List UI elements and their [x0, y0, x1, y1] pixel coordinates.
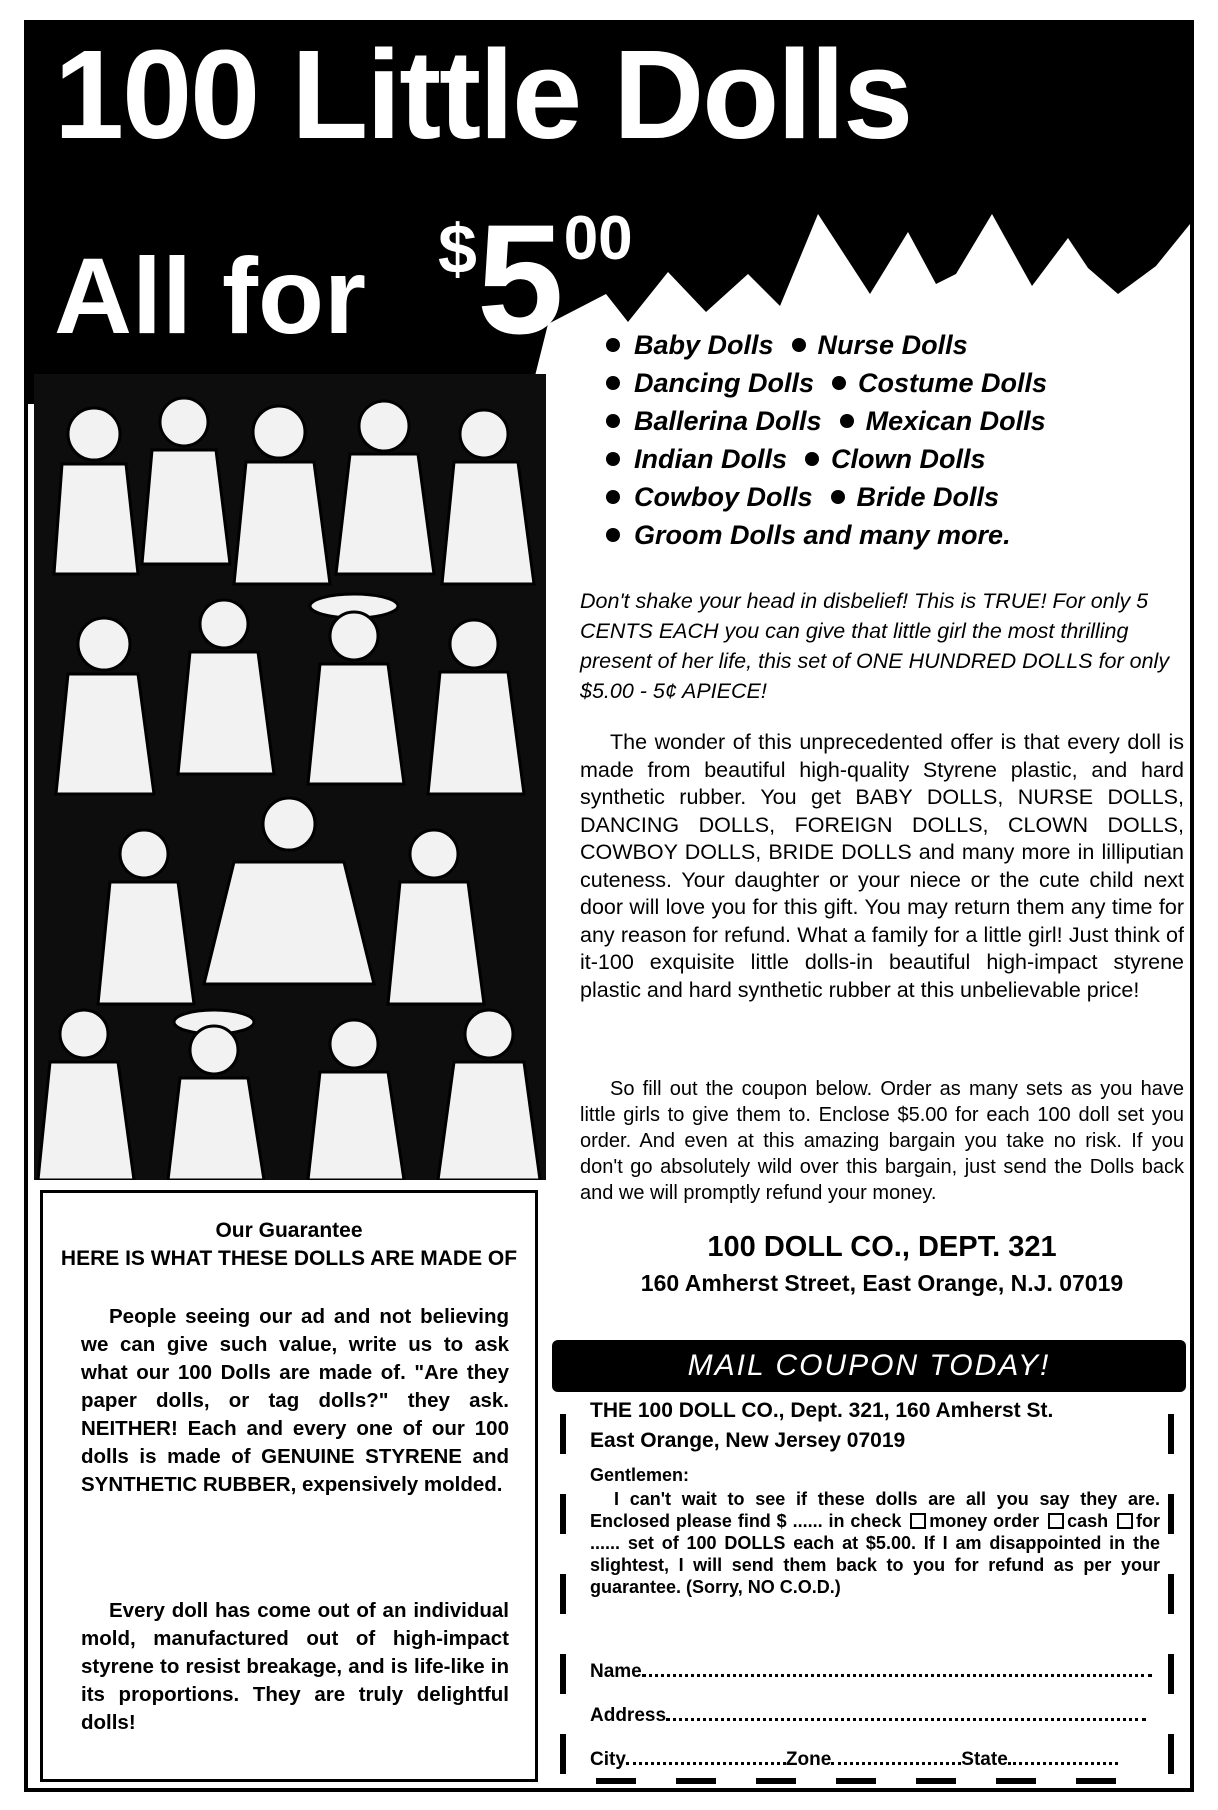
doll-type: Dancing Dolls	[634, 368, 815, 398]
doll-type: Cowboy Dolls	[634, 482, 813, 512]
dolls-illustration	[34, 374, 546, 1180]
money-order-label: money order	[929, 1511, 1040, 1531]
doll-type: Bride Dolls	[856, 482, 1000, 512]
guarantee-box	[40, 1190, 538, 1782]
coupon-border-dash	[916, 1778, 956, 1784]
doll-types-row	[606, 440, 1176, 478]
headline-all-for: All for	[54, 235, 366, 356]
bullet-icon	[831, 490, 845, 504]
zone-input-line[interactable]	[831, 1748, 961, 1765]
doll-type: Nurse Dolls	[817, 330, 968, 360]
coupon-greeting: Gentlemen:	[590, 1465, 690, 1485]
doll-types-row	[606, 364, 1176, 402]
coupon-header-line: East Orange, New Jersey 07019	[590, 1429, 906, 1452]
coupon-header	[590, 1396, 1160, 1456]
address-label: Address	[590, 1705, 667, 1726]
offer-paragraph: The wonder of this unprecedented offer is that every doll is made from beautiful high-quality Styrene plastic, and hard synthetic rubber. You get BABY DOLLS, NURSE DOLLS, DANCING DOLLS, FOREIGN DOLLS, CLOWN DOLLS, COWBOY DOLLS, BRIDE DOLLS and many more in lilliputian cuteness. Your daughter or your niece or the cute child next door will love you for this gift. You may return them any time for any reason for refund. What a family for a little girl! Just think of it-100 exquisite little dolls-in beautiful high-impact styrene plastic and hard synthetic rubber at this unbelievable price!	[580, 730, 1184, 1002]
coupon-border-dash	[560, 1414, 566, 1454]
doll-type: Ballerina Dolls	[634, 406, 822, 436]
coupon-border-dash	[1168, 1574, 1174, 1614]
order-coupon[interactable]	[556, 1394, 1182, 1786]
price-dollar-sign: $	[438, 210, 477, 288]
doll-type: Mexican Dolls	[865, 406, 1046, 436]
coupon-border-dash	[1168, 1494, 1174, 1534]
order-paragraph: So fill out the coupon below. Order as many sets as you have little girls to give them to. Enclose $5.00 for each 100 doll set you order. And even at this amazing bargain you take no risk. If you don't go absolutely wild over this bargain, just send the Dolls back and we will promptly refund your money.	[580, 1078, 1184, 1204]
city-input-line[interactable]	[626, 1748, 786, 1765]
state-input-line[interactable]	[1008, 1748, 1118, 1765]
doll-types-row	[606, 326, 1176, 364]
coupon-body	[590, 1488, 1160, 1598]
cash-checkbox[interactable]	[1048, 1513, 1064, 1529]
coupon-border-dash	[1168, 1734, 1174, 1774]
bullet-icon	[606, 528, 620, 542]
doll-type: Clown Dolls	[831, 444, 986, 474]
zone-label: Zone	[785, 1749, 832, 1770]
coupon-border-dash	[560, 1654, 566, 1694]
company-address: 160 Amherst Street, East Orange, N.J. 07019	[640, 1270, 1124, 1296]
guarantee-subtitle: HERE IS WHAT THESE DOLLS ARE MADE OF	[60, 1247, 518, 1270]
coupon-border-dash	[596, 1778, 636, 1784]
coupon-banner-text: MAIL COUPON TODAY!	[687, 1349, 1051, 1382]
city-label: City	[590, 1749, 626, 1770]
doll-type: Indian Dolls	[634, 444, 788, 474]
doll-type: Baby Dolls	[634, 330, 774, 360]
coupon-border-dash	[560, 1494, 566, 1534]
doll-types-row	[606, 402, 1176, 440]
coupon-banner	[552, 1340, 1186, 1392]
headline-title: 100 Little Dolls	[54, 24, 912, 165]
bullet-icon	[792, 338, 806, 352]
bullet-icon	[606, 490, 620, 504]
company-name: 100 DOLL CO., DEPT. 321	[707, 1231, 1057, 1263]
bullet-icon	[606, 414, 620, 428]
coupon-border-dash	[560, 1734, 566, 1774]
price-cents: 00	[563, 204, 633, 273]
doll-type: Costume Dolls	[858, 368, 1048, 398]
coupon-body-text: I can't wait to see if these dolls are all you say they are. Enclosed please find $ ...... in check	[590, 1489, 1160, 1531]
coupon-body-text: for ...... set of 100 DOLLS each at $5.00. If I am disappointed in the slightest, I will send them back to you for refund as per your guarantee. (Sorry, NO C.O.D.)	[590, 1511, 1160, 1597]
coupon-border-dash	[1076, 1778, 1116, 1784]
name-field[interactable]	[590, 1660, 1156, 1683]
advertisement	[24, 20, 1194, 1792]
bullet-icon	[832, 376, 846, 390]
city-zone-state-field[interactable]	[590, 1748, 1156, 1771]
coupon-border-dash	[676, 1778, 716, 1784]
coupon-border-dash	[560, 1574, 566, 1614]
coupon-header-line: THE 100 DOLL CO., Dept. 321, 160 Amherst St.	[590, 1399, 1054, 1422]
dolls-photo	[34, 374, 546, 1180]
name-label: Name	[590, 1661, 642, 1682]
doll-types-row	[606, 516, 1176, 554]
coupon-border-dash	[836, 1778, 876, 1784]
bullet-icon	[606, 452, 620, 466]
address-input-line[interactable]	[666, 1704, 1146, 1721]
coupon-border-dash	[1168, 1654, 1174, 1694]
cash-label: cash	[1067, 1511, 1109, 1531]
guarantee-paragraph: Every doll has come out of an individual mold, manufactured out of high-impact styrene to resist breakage, and is life-like in its proportions. They are truly delightful dolls!	[81, 1599, 509, 1734]
guarantee-paragraph: People seeing our ad and not believing we can give such value, write us to ask what our 100 Dolls are made of. "Are they paper dolls, or tag dolls?" they ask. NEITHER! Each and every one of our 100 dolls is made of GENUINE STYRENE and SYNTHETIC RUBBER, expensively molded.	[81, 1305, 509, 1496]
money-order-checkbox[interactable]	[910, 1513, 926, 1529]
address-field[interactable]	[590, 1704, 1156, 1727]
coupon-border-dash	[1168, 1414, 1174, 1454]
doll-type: Groom Dolls and many more.	[634, 520, 1011, 550]
guarantee-title: Our Guarantee	[215, 1219, 363, 1242]
bullet-icon	[840, 414, 854, 428]
bullet-icon	[606, 338, 620, 352]
coupon-border-dash	[756, 1778, 796, 1784]
check-checkbox[interactable]	[1117, 1513, 1133, 1529]
doll-types-row	[606, 478, 1176, 516]
headline-price	[438, 193, 633, 367]
bullet-icon	[606, 376, 620, 390]
state-label: State	[961, 1749, 1008, 1770]
name-input-line[interactable]	[642, 1660, 1152, 1677]
doll-types-list	[606, 326, 1176, 554]
intro-paragraph: Don't shake your head in disbelief! This is TRUE! For only 5 CENTS EACH you can give that little girl the most thrilling present of her life, this set of ONE HUNDRED DOLLS for only $5.00 - 5¢ APIECE!	[580, 589, 1170, 703]
price-dollars: 5	[476, 193, 564, 367]
coupon-border-dash	[996, 1778, 1036, 1784]
bullet-icon	[805, 452, 819, 466]
